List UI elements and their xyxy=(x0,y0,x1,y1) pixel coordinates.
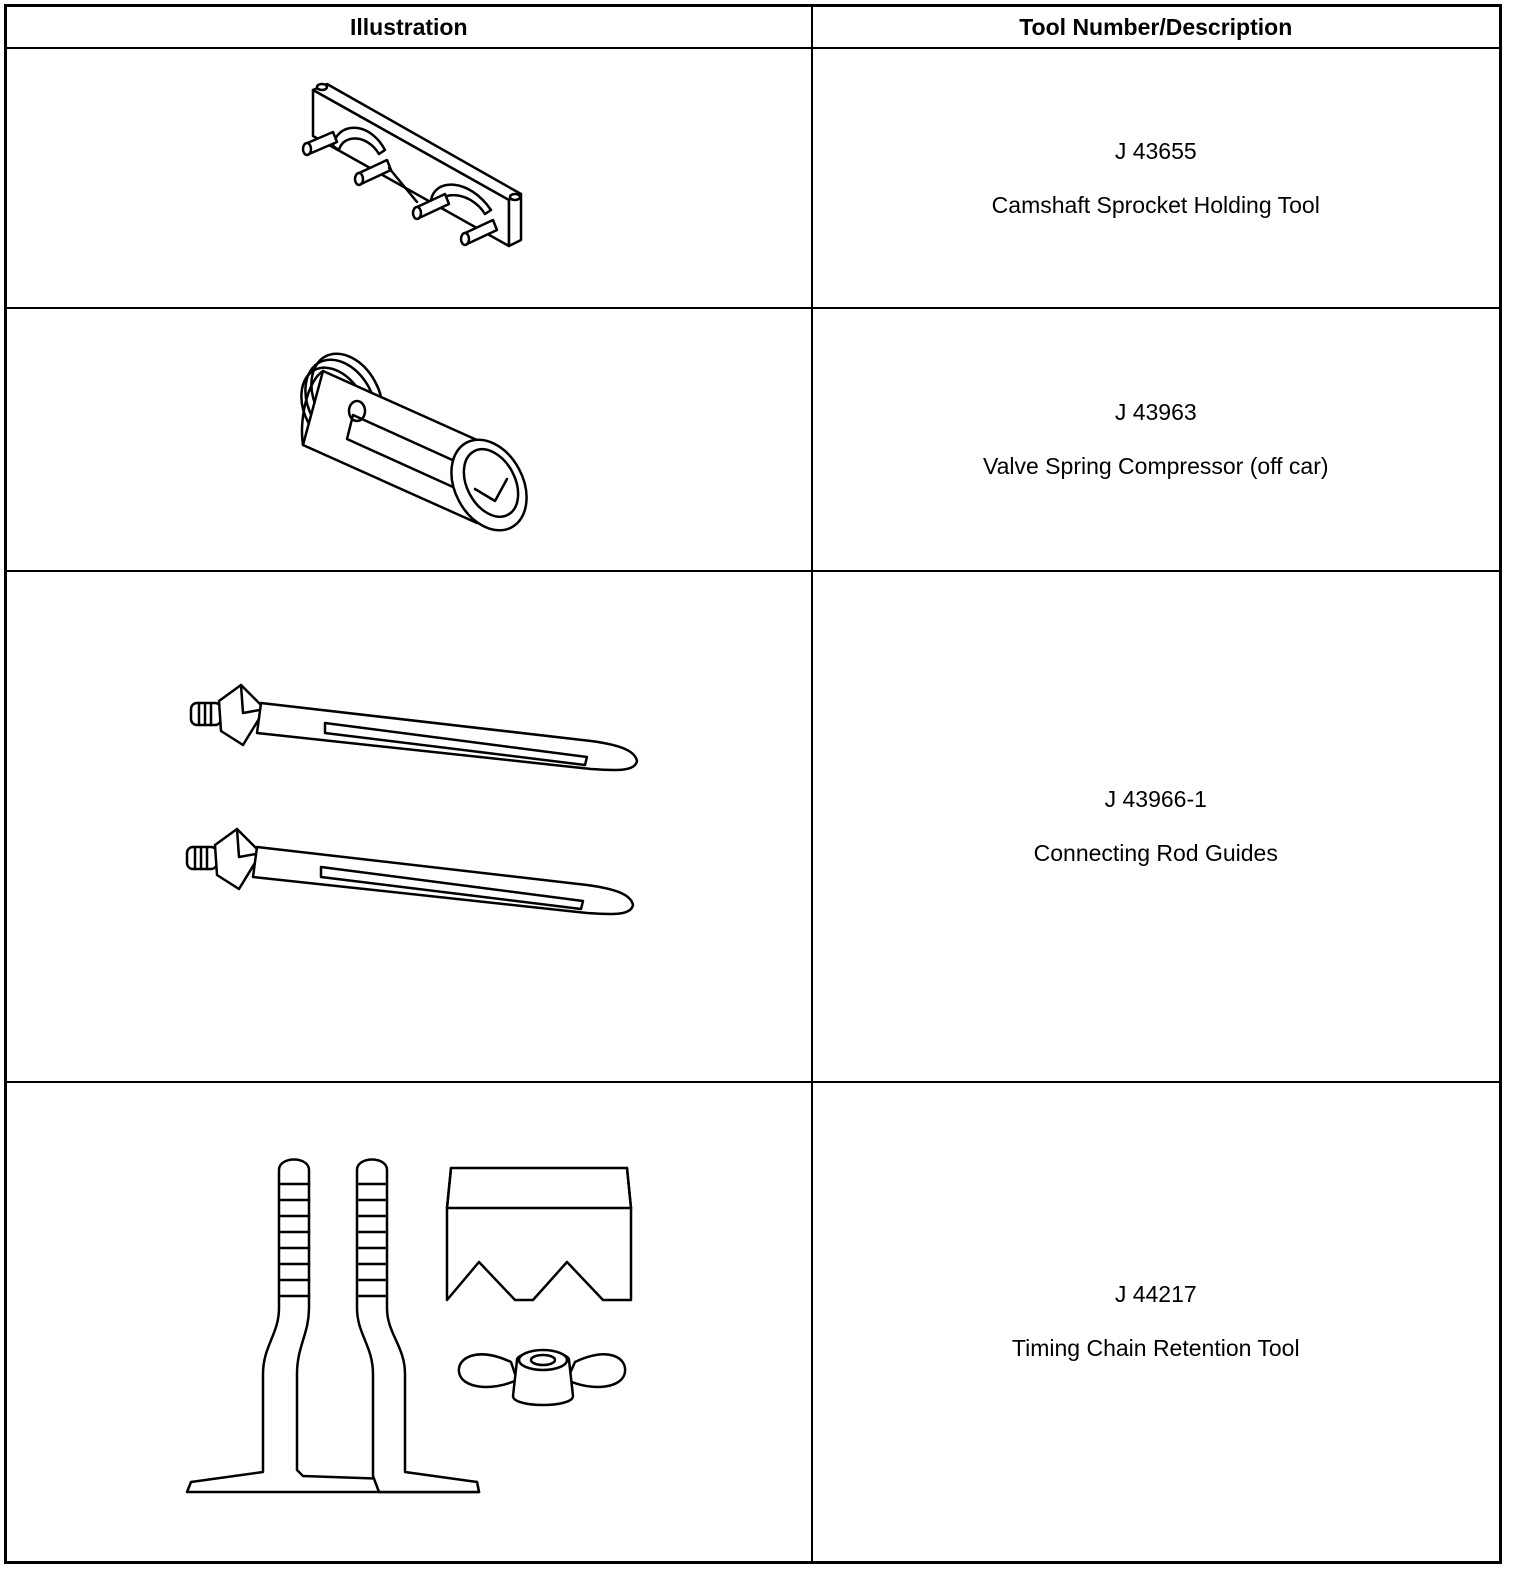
header-illustration: Illustration xyxy=(6,6,812,49)
description-cell xyxy=(812,48,1501,308)
tool-number: J 43966-1 xyxy=(1104,785,1207,812)
illustration-cell xyxy=(6,571,812,1082)
tool-description: Connecting Rod Guides xyxy=(1033,839,1278,866)
description-cell xyxy=(812,1082,1501,1563)
illustration-cell xyxy=(6,308,812,570)
tool-number: J 43963 xyxy=(1114,399,1197,426)
tools-table xyxy=(4,4,1502,1564)
table-row xyxy=(6,48,1501,308)
header-row xyxy=(6,6,1501,49)
tool-description: Camshaft Sprocket Holding Tool xyxy=(991,191,1320,218)
connecting-rod-guides-icon xyxy=(7,573,813,1079)
table-row xyxy=(6,308,1501,570)
tool-number: J 44217 xyxy=(1114,1281,1197,1308)
illustration-cell xyxy=(6,48,812,308)
header-tool-number-description: Tool Number/Description xyxy=(812,6,1501,49)
valve-spring-compressor-icon xyxy=(7,311,813,569)
description-cell xyxy=(812,308,1501,570)
illustration-cell xyxy=(6,1082,812,1563)
table-row xyxy=(6,1082,1501,1563)
timing-chain-retention-tool-icon xyxy=(7,1084,813,1560)
tool-description: Timing Chain Retention Tool xyxy=(1011,1335,1300,1362)
camshaft-sprocket-holding-tool-icon xyxy=(7,50,813,306)
table-row xyxy=(6,571,1501,1082)
tool-description: Valve Spring Compressor (off car) xyxy=(982,453,1329,480)
description-cell xyxy=(812,571,1501,1082)
tool-number: J 43655 xyxy=(1114,137,1197,164)
